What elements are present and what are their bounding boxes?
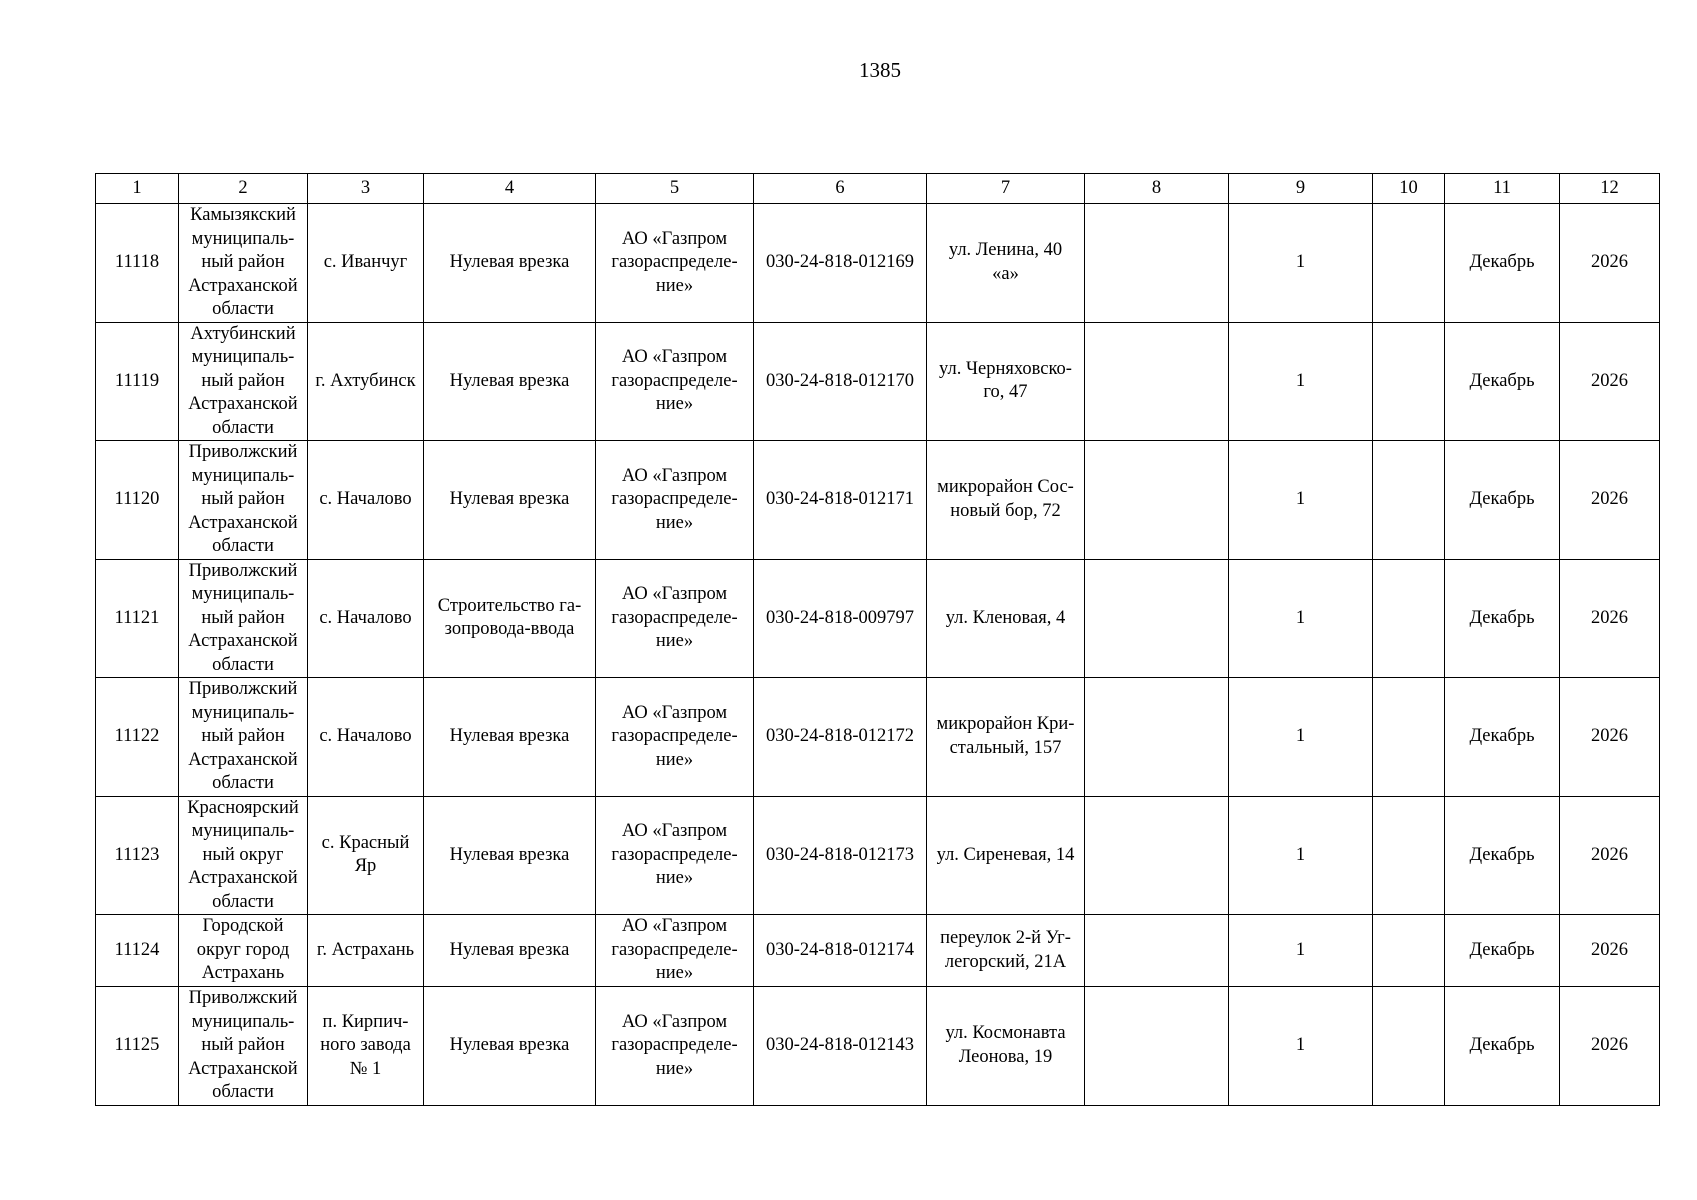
cell-month-text: Декабрь	[1469, 252, 1535, 272]
cell-work-type-text: Нулевая врезка	[449, 844, 570, 865]
column-header: 5	[596, 174, 754, 204]
cell-work-type-text: Нулевая врезка	[449, 370, 570, 391]
cell-column-8	[1085, 441, 1229, 560]
cell-operator	[596, 204, 754, 323]
cell-year	[1560, 559, 1660, 678]
cell-municipality	[179, 441, 308, 560]
cell-count	[1229, 204, 1373, 323]
cell-column-10	[1373, 796, 1445, 915]
cell-row-number	[96, 678, 179, 797]
cell-object-code	[754, 796, 927, 915]
column-header: 3	[308, 174, 424, 204]
table-row	[96, 915, 1660, 987]
table-body	[96, 174, 1660, 1106]
cell-column-10	[1373, 678, 1445, 797]
cell-work-type-text: Нулевая врезка	[449, 939, 570, 960]
cell-work-type-text: Нулевая врезка	[449, 1035, 570, 1055]
cell-address-text: ул. Ленина, 40 «а»	[948, 240, 1063, 284]
cell-object-code-text: 030-24-818-009797	[766, 607, 914, 628]
cell-month-text: Декабрь	[1469, 726, 1535, 746]
cell-count-text: 1	[1295, 370, 1306, 391]
cell-settlement	[308, 678, 424, 797]
cell-count	[1229, 441, 1373, 560]
cell-column-8	[1085, 987, 1229, 1106]
cell-work-type-text: Нулевая врезка	[449, 252, 570, 272]
cell-year-text: 2026	[1591, 370, 1628, 391]
cell-object-code-text: 030-24-818-012170	[766, 370, 914, 391]
cell-row-number	[96, 322, 179, 441]
cell-work-type-text: Нулевая врезка	[449, 726, 570, 746]
cell-municipality	[179, 796, 308, 915]
cell-work-type-text: Нулевая врезка	[449, 489, 570, 509]
cell-row-number	[96, 915, 179, 987]
cell-address	[927, 322, 1085, 441]
cell-count	[1229, 915, 1373, 987]
cell-object-code-text: 030-24-818-012172	[766, 726, 914, 746]
cell-month-text: Декабрь	[1469, 370, 1535, 391]
column-header: 1	[96, 174, 179, 204]
cell-settlement-text: г. Ахтубинск	[315, 370, 416, 391]
cell-column-8	[1085, 678, 1229, 797]
cell-municipality-text: Приволжский муниципаль- ный район Астраханской области	[188, 679, 298, 793]
cell-month-text: Декабрь	[1469, 1035, 1535, 1055]
cell-month	[1445, 322, 1560, 441]
data-table	[95, 173, 1660, 1106]
cell-operator-text: АО «Газпром газораспределе- ние»	[611, 228, 738, 296]
table-row	[96, 204, 1660, 323]
cell-operator	[596, 322, 754, 441]
cell-row-number	[96, 796, 179, 915]
cell-row-number	[96, 204, 179, 323]
cell-column-8	[1085, 559, 1229, 678]
table-row	[96, 796, 1660, 915]
cell-municipality-text: Приволжский муниципаль- ный район Астраханской области	[188, 988, 298, 1102]
cell-address-text: ул. Кленовая, 4	[945, 607, 1066, 628]
cell-work-type	[424, 204, 596, 323]
cell-settlement	[308, 987, 424, 1106]
cell-settlement	[308, 441, 424, 560]
cell-year-text: 2026	[1591, 607, 1628, 628]
cell-address-text: микрорайон Кри- стальный, 157	[936, 714, 1075, 758]
cell-object-code	[754, 204, 927, 323]
cell-municipality	[179, 559, 308, 678]
cell-address	[927, 915, 1085, 987]
table-row	[96, 678, 1660, 797]
cell-operator	[596, 559, 754, 678]
column-header: 6	[754, 174, 927, 204]
cell-object-code	[754, 559, 927, 678]
cell-year-text: 2026	[1591, 1035, 1628, 1055]
cell-object-code	[754, 441, 927, 560]
column-header: 8	[1085, 174, 1229, 204]
cell-settlement-text: с. Началово	[319, 489, 412, 509]
cell-operator-text: АО «Газпром газораспределе- ние»	[611, 821, 738, 888]
column-header: 7	[927, 174, 1085, 204]
cell-row-number-text: 11122	[114, 726, 160, 746]
cell-municipality-text: Красноярский муниципаль- ный округ Астраханской области	[187, 797, 299, 912]
cell-row-number	[96, 559, 179, 678]
cell-year	[1560, 441, 1660, 560]
cell-column-10	[1373, 987, 1445, 1106]
cell-month	[1445, 915, 1560, 987]
cell-operator-text: АО «Газпром газораспределе- ние»	[611, 465, 738, 533]
cell-year-text: 2026	[1591, 252, 1628, 272]
cell-municipality-text: Ахтубинский муниципаль- ный район Астраханской области	[188, 323, 298, 438]
cell-municipality-text: Городской округ город Астрахань	[196, 916, 290, 984]
cell-address-text: ул. Космонавта Леонова, 19	[945, 1023, 1066, 1067]
cell-column-10	[1373, 204, 1445, 323]
cell-row-number	[96, 441, 179, 560]
cell-operator-text: АО «Газпром газораспределе- ние»	[611, 702, 738, 770]
cell-address	[927, 796, 1085, 915]
cell-count	[1229, 322, 1373, 441]
cell-object-code-text: 030-24-818-012169	[766, 252, 914, 272]
cell-year-text: 2026	[1591, 939, 1628, 960]
cell-month	[1445, 987, 1560, 1106]
cell-municipality	[179, 915, 308, 987]
cell-object-code-text: 030-24-818-012173	[766, 844, 914, 865]
cell-municipality	[179, 678, 308, 797]
cell-work-type	[424, 441, 596, 560]
cell-operator	[596, 987, 754, 1106]
cell-municipality-text: Камызякский муниципаль- ный район Астраханской области	[188, 205, 298, 319]
table-row	[96, 441, 1660, 560]
cell-settlement-text: с. Началово	[319, 607, 412, 628]
cell-row-number-text: 11125	[114, 1035, 160, 1055]
cell-municipality	[179, 204, 308, 323]
cell-address-text: ул. Сиреневая, 14	[936, 844, 1075, 865]
cell-row-number-text: 11118	[114, 252, 160, 272]
cell-work-type	[424, 796, 596, 915]
cell-month	[1445, 796, 1560, 915]
cell-address	[927, 204, 1085, 323]
cell-column-8	[1085, 204, 1229, 323]
column-header: 10	[1373, 174, 1445, 204]
column-header: 4	[424, 174, 596, 204]
cell-object-code	[754, 322, 927, 441]
cell-year	[1560, 987, 1660, 1106]
cell-row-number	[96, 987, 179, 1106]
cell-row-number-text: 11119	[114, 370, 160, 391]
cell-work-type	[424, 915, 596, 987]
cell-month	[1445, 559, 1560, 678]
cell-settlement-text: п. Кирпич- ного завода № 1	[320, 1011, 411, 1079]
cell-settlement-text: г. Астрахань	[316, 939, 415, 960]
page-number: 1385	[859, 58, 901, 82]
cell-column-10	[1373, 441, 1445, 560]
cell-year	[1560, 678, 1660, 797]
cell-work-type-text: Строительство га- зопровода-ввода	[437, 595, 582, 640]
cell-address	[927, 441, 1085, 560]
cell-year	[1560, 204, 1660, 323]
cell-address-text: переулок 2-й Уг- легорский, 21А	[940, 928, 1071, 972]
cell-settlement	[308, 559, 424, 678]
cell-year-text: 2026	[1591, 726, 1628, 746]
cell-operator-text: АО «Газпром газораспределе- ние»	[611, 584, 738, 651]
cell-count	[1229, 796, 1373, 915]
cell-count-text: 1	[1295, 1035, 1306, 1055]
cell-year-text: 2026	[1591, 489, 1628, 509]
cell-object-code	[754, 987, 927, 1106]
table-row	[96, 322, 1660, 441]
column-header: 11	[1445, 174, 1560, 204]
cell-column-8	[1085, 915, 1229, 987]
column-header: 12	[1560, 174, 1660, 204]
cell-work-type	[424, 559, 596, 678]
cell-row-number-text: 11124	[114, 939, 160, 960]
cell-operator-text: АО «Газпром газораспределе- ние»	[611, 347, 738, 414]
cell-settlement	[308, 204, 424, 323]
cell-work-type	[424, 987, 596, 1106]
cell-count-text: 1	[1295, 844, 1306, 865]
cell-municipality-text: Приволжский муниципаль- ный район Астраханской области	[188, 560, 298, 675]
cell-operator	[596, 915, 754, 987]
cell-column-10	[1373, 559, 1445, 678]
cell-count-text: 1	[1295, 939, 1306, 960]
cell-work-type	[424, 678, 596, 797]
cell-month	[1445, 441, 1560, 560]
table-row	[96, 987, 1660, 1106]
cell-count	[1229, 678, 1373, 797]
cell-year	[1560, 915, 1660, 987]
column-header: 2	[179, 174, 308, 204]
cell-work-type	[424, 322, 596, 441]
cell-count-text: 1	[1295, 607, 1306, 628]
cell-month-text: Декабрь	[1469, 844, 1535, 865]
cell-row-number-text: 11123	[114, 844, 160, 865]
cell-object-code	[754, 915, 927, 987]
cell-year	[1560, 796, 1660, 915]
cell-operator	[596, 441, 754, 560]
cell-year-text: 2026	[1591, 844, 1628, 865]
cell-operator	[596, 796, 754, 915]
cell-address	[927, 678, 1085, 797]
cell-address	[927, 559, 1085, 678]
cell-column-8	[1085, 322, 1229, 441]
cell-row-number-text: 11121	[114, 607, 160, 628]
cell-month-text: Декабрь	[1469, 939, 1535, 960]
cell-settlement-text: с. Началово	[319, 726, 412, 746]
cell-object-code	[754, 678, 927, 797]
cell-municipality-text: Приволжский муниципаль- ный район Астраханской области	[188, 442, 298, 556]
header-row	[96, 174, 1660, 204]
cell-row-number-text: 11120	[114, 489, 160, 509]
cell-month-text: Декабрь	[1469, 607, 1535, 628]
cell-year	[1560, 322, 1660, 441]
cell-count	[1229, 559, 1373, 678]
cell-month	[1445, 678, 1560, 797]
cell-count	[1229, 987, 1373, 1106]
cell-address-text: ул. Черняховско- го, 47	[939, 358, 1072, 403]
cell-operator-text: АО «Газпром газораспределе- ние»	[611, 916, 738, 984]
cell-settlement-text: с. Красный Яр	[321, 832, 410, 877]
cell-operator	[596, 678, 754, 797]
cell-municipality	[179, 322, 308, 441]
cell-settlement	[308, 915, 424, 987]
cell-count-text: 1	[1295, 252, 1306, 272]
cell-column-10	[1373, 322, 1445, 441]
cell-operator-text: АО «Газпром газораспределе- ние»	[611, 1011, 738, 1079]
cell-address-text: микрорайон Сос- новый бор, 72	[937, 477, 1074, 521]
cell-address	[927, 987, 1085, 1106]
cell-column-10	[1373, 915, 1445, 987]
cell-settlement-text: с. Иванчуг	[323, 252, 408, 272]
cell-column-8	[1085, 796, 1229, 915]
cell-settlement	[308, 796, 424, 915]
cell-object-code-text: 030-24-818-012174	[766, 939, 914, 960]
cell-object-code-text: 030-24-818-012171	[766, 489, 914, 509]
table-row	[96, 559, 1660, 678]
cell-count-text: 1	[1295, 489, 1306, 509]
cell-municipality	[179, 987, 308, 1106]
cell-month-text: Декабрь	[1469, 489, 1535, 509]
cell-month	[1445, 204, 1560, 323]
cell-object-code-text: 030-24-818-012143	[766, 1035, 914, 1055]
cell-count-text: 1	[1295, 726, 1306, 746]
column-header: 9	[1229, 174, 1373, 204]
cell-settlement	[308, 322, 424, 441]
